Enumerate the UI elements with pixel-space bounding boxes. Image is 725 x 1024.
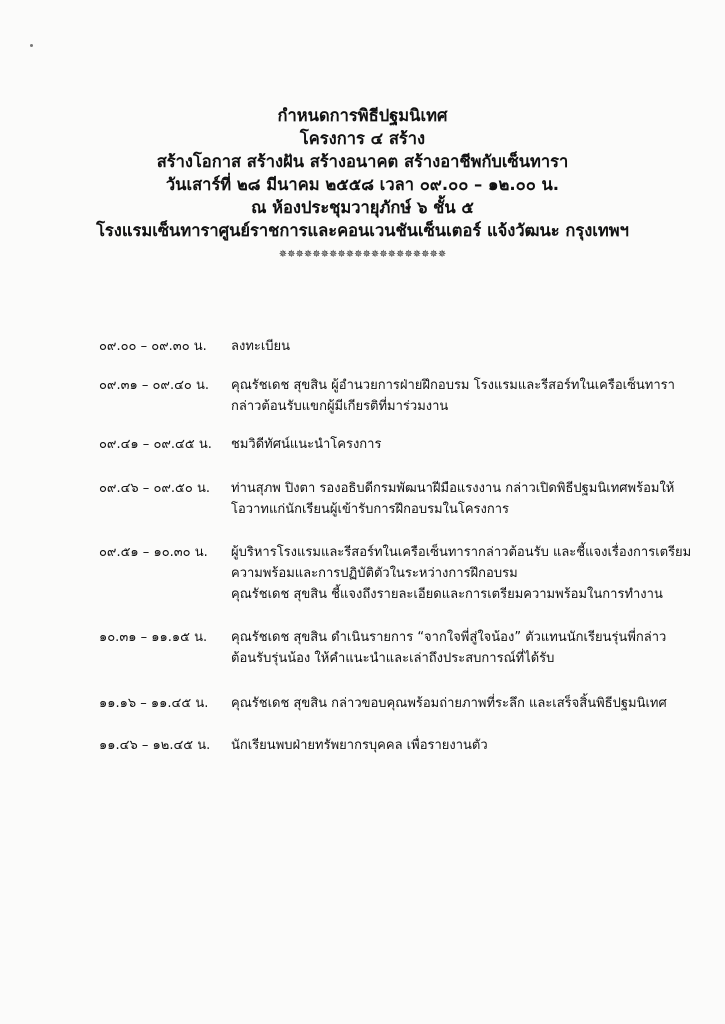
schedule-time: ๑๑.๑๖ – ๑๑.๔๕ น.: [99, 696, 209, 711]
schedule-detail-line: ลงทะเบียน: [231, 339, 291, 354]
schedule-row: [0, 434, 725, 478]
schedule-row: [0, 336, 725, 375]
schedule-detail-line: ผู้บริหารโรงแรมและรีสอร์ทในเครือเซ็นทารากล่าวต้อนรับ และชี้แจงเรื่องการเตรียม: [231, 545, 692, 560]
schedule-detail: [231, 627, 671, 669]
schedule-time: ๐๙.๓๑ – ๐๙.๔๐ น.: [99, 378, 210, 393]
ornament-divider: ✵✵✵✵✵✵✵✵✵✵✵✵✵✵✵✵✵✵✵✵: [278, 249, 447, 260]
schedule-row: [0, 542, 725, 627]
scan-speck: [30, 44, 33, 47]
schedule-detail-line: คุณรัชเดช สุขสิน ชี้แจงถึงรายละเอียดและการเตรียมความพร้อมในการทำงาน: [231, 587, 663, 602]
schedule-detail: [231, 336, 671, 357]
schedule-detail-line: คุณรัชเดช สุขสิน กล่าวขอบคุณพร้อมถ่ายภาพที่ระลึก และเสร็จสิ้นพิธีปฐมนิเทศ: [231, 696, 667, 711]
header-venue: โรงแรมเซ็นทาราศูนย์ราชการและคอนเวนชันเซ็นเตอร์ แจ้งวัฒนะ กรุงเทพฯ: [96, 221, 629, 240]
schedule-detail: [231, 542, 692, 605]
schedule-time: ๐๙.๔๑ – ๐๙.๔๕ น.: [99, 437, 212, 452]
schedule-detail-line: โอวาทแก่นักเรียนผู้เข้ารับการฝึกอบรมในโครงการ: [231, 502, 510, 517]
schedule-time: ๐๙.๐๐ – ๐๙.๓๐ น.: [99, 339, 207, 354]
schedule-detail-line: คุณรัชเดช สุขสิน ดำเนินรายการ “จากใจพี่สู่ใจน้อง” ตัวแทนนักเรียนรุ่นพี่กล่าว: [231, 630, 667, 645]
schedule-row: [0, 627, 725, 693]
schedule-detail: [231, 735, 671, 756]
schedule-detail-line: ต้อนรับรุ่นน้อง ให้คำแนะนำและเล่าถึงประสบการณ์ที่ได้รับ: [231, 651, 555, 666]
schedule-detail-line: ท่านสุภพ ปิงตา รองอธิบดีกรมพัฒนาฝีมือแรงงาน กล่าวเปิดพิธีปฐมนิเทศพร้อมให้: [231, 481, 675, 496]
schedule-detail: [231, 434, 671, 455]
schedule-row: [0, 693, 725, 735]
header-date-time: วันเสาร์ที่ ๒๘ มีนาคม ๒๕๕๘ เวลา ๐๙.๐๐ – ๑๒.๐๐ น.: [165, 175, 560, 194]
header-slogan: สร้างโอกาส สร้างฝัน สร้างอนาคต สร้างอาชีพกับเซ็นทารา: [156, 152, 569, 171]
header-title: กำหนดการพิธีปฐมนิเทศ: [277, 106, 448, 125]
schedule-detail-line: ชมวิดีทัศน์แนะนำโครงการ: [231, 437, 382, 452]
schedule-detail-line: ความพร้อมและการปฏิบัติตัวในระหว่างการฝึกอบรม: [231, 566, 518, 581]
schedule-time: ๐๙.๕๑ – ๑๐.๓๐ น.: [99, 545, 208, 560]
schedule-list: [0, 336, 725, 765]
header-project: โครงการ ๔ สร้าง: [299, 129, 426, 148]
schedule-row: [0, 478, 725, 542]
schedule-time: ๑๐.๓๑ – ๑๑.๑๕ น.: [99, 630, 208, 645]
header-room: ณ ห้องประชุมวายุภักษ์ ๖ ชั้น ๕: [251, 198, 474, 217]
schedule-detail: [231, 478, 675, 520]
schedule-row: [0, 375, 725, 434]
schedule-detail-line: กล่าวต้อนรับแขกผู้มีเกียรติที่มาร่วมงาน: [231, 399, 449, 414]
schedule-row: [0, 735, 725, 765]
schedule-detail: [231, 693, 671, 714]
schedule-detail-line: คุณรัชเดช สุขสิน ผู้อำนวยการฝ่ายฝึกอบรม โรงแรมและรีสอร์ทในเครือเซ็นทารา: [231, 378, 675, 393]
document-header: [0, 104, 725, 261]
schedule-detail: [231, 375, 675, 417]
schedule-time: ๐๙.๔๖ – ๐๙.๕๐ น.: [99, 481, 210, 496]
schedule-time: ๑๑.๔๖ – ๑๒.๔๕ น.: [99, 738, 211, 753]
schedule-detail-line: นักเรียนพบฝ่ายทรัพยากรบุคคล เพื่อรายงานตัว: [231, 738, 488, 753]
